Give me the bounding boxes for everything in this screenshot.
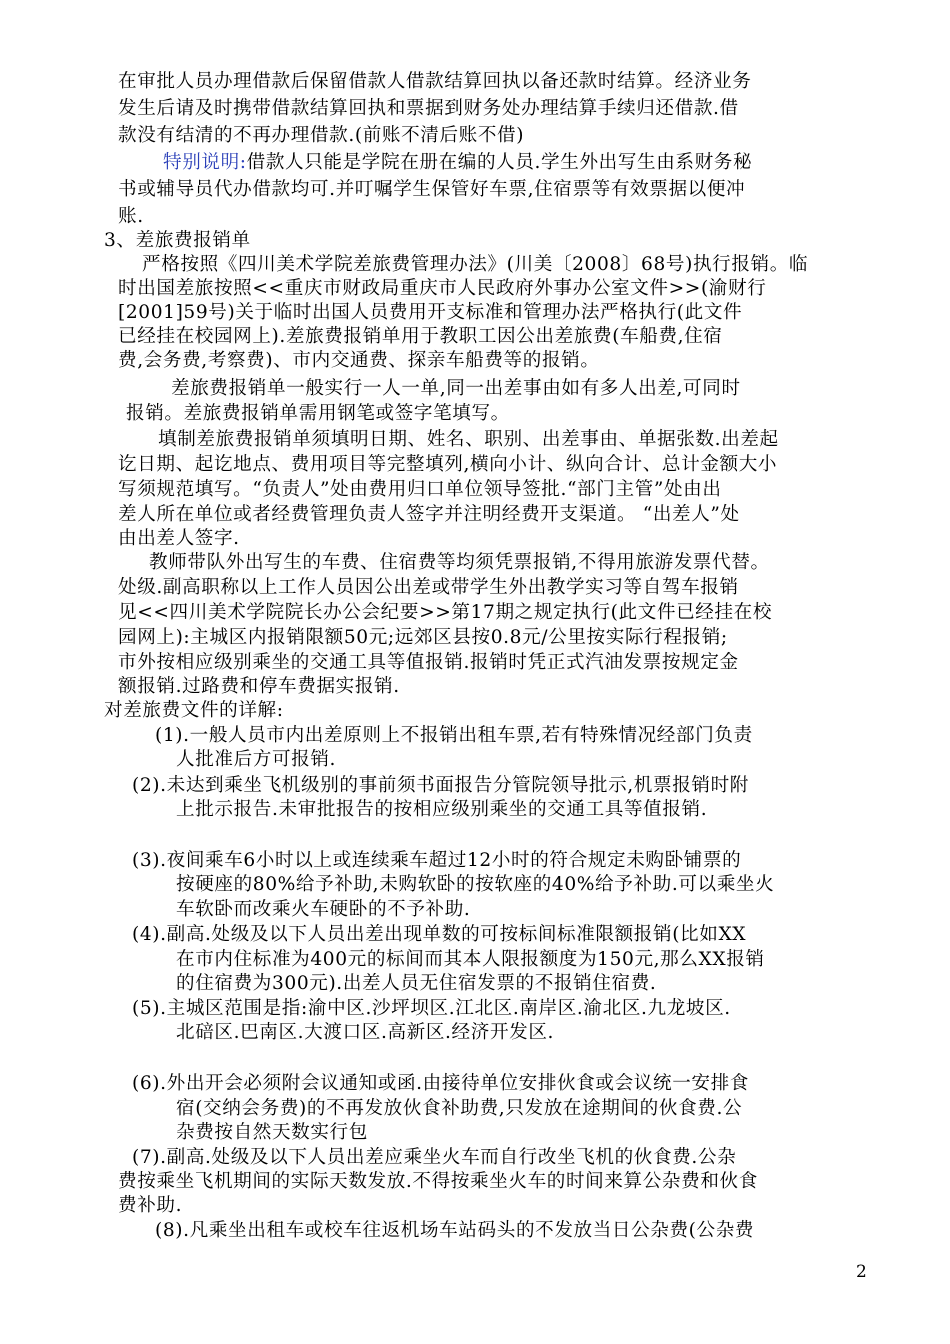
list-item-line: 费补助. (118, 1195, 183, 1216)
paragraph-line: 书或辅导员代办借款均可.并叮嘱学生保管好车票,住宿票等有效票据以便冲 (118, 179, 746, 200)
paragraph-line: 填制差旅费报销单须填明日期、姓名、职别、出差事由、单据张数.出差起 (158, 429, 779, 450)
list-item-line: (8).凡乘坐出租车或校车往返机场车站码头的不发放当日公杂费(公杂费 (155, 1220, 755, 1241)
list-item-line: 宿(交纳会务费)的不再发放伙食补助费,只发放在途期间的伙食费.公 (176, 1098, 743, 1119)
paragraph-line: [2001]59号)关于临时出国人员费用开支标准和管理办法严格执行(此文件 (118, 302, 743, 323)
paragraph-line: 在审批人员办理借款后保留借款人借款结算回执以备还款时结算。经济业务 (118, 71, 752, 92)
paragraph-line: 费,会务费,考察费)、市内交通费、探亲车船费等的报销。 (118, 350, 600, 371)
list-item-line: 在市内住标准为400元的标间而其本人限报额度为150元,那么XX报销 (176, 949, 765, 970)
paragraph-line: 款没有结清的不再办理借款.(前账不清后账不借) (118, 125, 525, 146)
paragraph-line: 见<<四川美术学院院长办公会纪要>>第17期之规定执行(此文件已经挂在校 (118, 602, 773, 623)
list-item-line: (6).外出开会必须附会议通知或函.由接待单位安排伙食或会议统一安排食 (132, 1073, 749, 1094)
list-item-line: (3).夜间乘车6小时以上或连续乘车超过12小时的符合规定未购卧铺票的 (132, 850, 742, 871)
special-note-label: 特别说明: (163, 152, 247, 173)
list-item-line: 人批准后方可报销. (176, 749, 337, 770)
section-heading: 3、差旅费报销单 (104, 230, 251, 251)
paragraph-line: 讫日期、起讫地点、费用项目等完整填列,横向小计、纵向合计、总计金额大小 (118, 454, 778, 475)
paragraph-line: 差人所在单位或者经费管理负责人签字并注明经费开支渠道。 “出差人”处 (118, 504, 740, 525)
paragraph-line: 额报销.过路费和停车费据实报销. (118, 676, 400, 697)
paragraph-line: 时出国差旅按照<<重庆市财政局重庆市人民政府外事办公室文件>>(渝财行 (118, 278, 767, 299)
list-item-line: 费按乘坐飞机期间的实际天数发放.不得按乘坐火车的时间来算公杂费和伙食 (118, 1171, 758, 1192)
list-item-line: (1).一般人员市内出差原则上不报销出租车票,若有特殊情况经部门负责 (155, 725, 753, 746)
paragraph-line: 教师带队外出写生的车费、住宿费等均须凭票报销,不得用旅游发票代替。 (149, 552, 770, 573)
list-item-line: (5).主城区范围是指:渝中区.沙坪坝区.江北区.南岸区.渝北区.九龙坡区. (132, 998, 731, 1019)
paragraph-line: 由出差人签字. (118, 528, 240, 549)
page-number: 2 (856, 1262, 867, 1282)
special-note-line (163, 151, 752, 175)
paragraph-line: 差旅费报销单一般实行一人一单,同一出差事由如有多人出差,可同时 (171, 378, 741, 399)
paragraph-line: 园网上):主城区内报销限额50元;远郊区县按0.8元/公里按实际行程报销; (118, 627, 728, 648)
list-item-line: 上批示报告.未审批报告的按相应级别乘坐的交通工具等值报销. (176, 799, 708, 820)
list-item-line: 北碚区.巴南区.大渡口区.高新区.经济开发区. (176, 1022, 555, 1043)
list-item-line: 按硬座的80%给予补助,未购软卧的按软座的40%给予补助.可以乘坐火 (176, 874, 775, 895)
list-item-line: (7).副高.处级及以下人员出差应乘坐火车而自行改坐飞机的伙食费.公杂 (132, 1147, 737, 1168)
list-item-line: 车软卧而改乘火车硬卧的不予补助. (176, 899, 471, 920)
paragraph-line: 写须规范填写。“负责人”处由费用归口单位领导签批.“部门主管”处由出 (118, 479, 722, 500)
paragraph-line: 账. (118, 206, 144, 227)
paragraph-line: 报销。差旅费报销单需用钢笔或签字笔填写。 (126, 403, 510, 424)
paragraph-line: 已经挂在校园网上).差旅费报销单用于教职工因公出差旅费(车船费,住宿 (118, 326, 723, 347)
paragraph-line: 严格按照《四川美术学院差旅费管理办法》(川美〔2008〕68号)执行报销。临 (142, 254, 809, 275)
list-item-line: 的住宿费为300元).出差人员无住宿发票的不报销住宿费. (176, 973, 657, 994)
special-note-text: 借款人只能是学院在册在编的人员.学生外出写生由系财务秘 (246, 152, 753, 173)
list-item-line: 杂费按自然天数实行包 (176, 1122, 368, 1143)
paragraph-line: 处级.副高职称以上工作人员因公出差或带学生外出教学实习等自驾车报销 (118, 577, 739, 598)
paragraph-line: 市外按相应级别乘坐的交通工具等值报销.报销时凭正式汽油发票按规定金 (118, 652, 739, 673)
section-heading: 对差旅费文件的详解: (104, 700, 284, 721)
list-item-line: (4).副高.处级及以下人员出差出现单数的可按标间标准限额报销(比如XX (132, 924, 747, 945)
list-item-line: (2).未达到乘坐飞机级别的事前须书面报告分管院领导批示,机票报销时附 (132, 775, 749, 796)
paragraph-line: 发生后请及时携带借款结算回执和票据到财务处办理结算手续归还借款.借 (118, 98, 739, 119)
